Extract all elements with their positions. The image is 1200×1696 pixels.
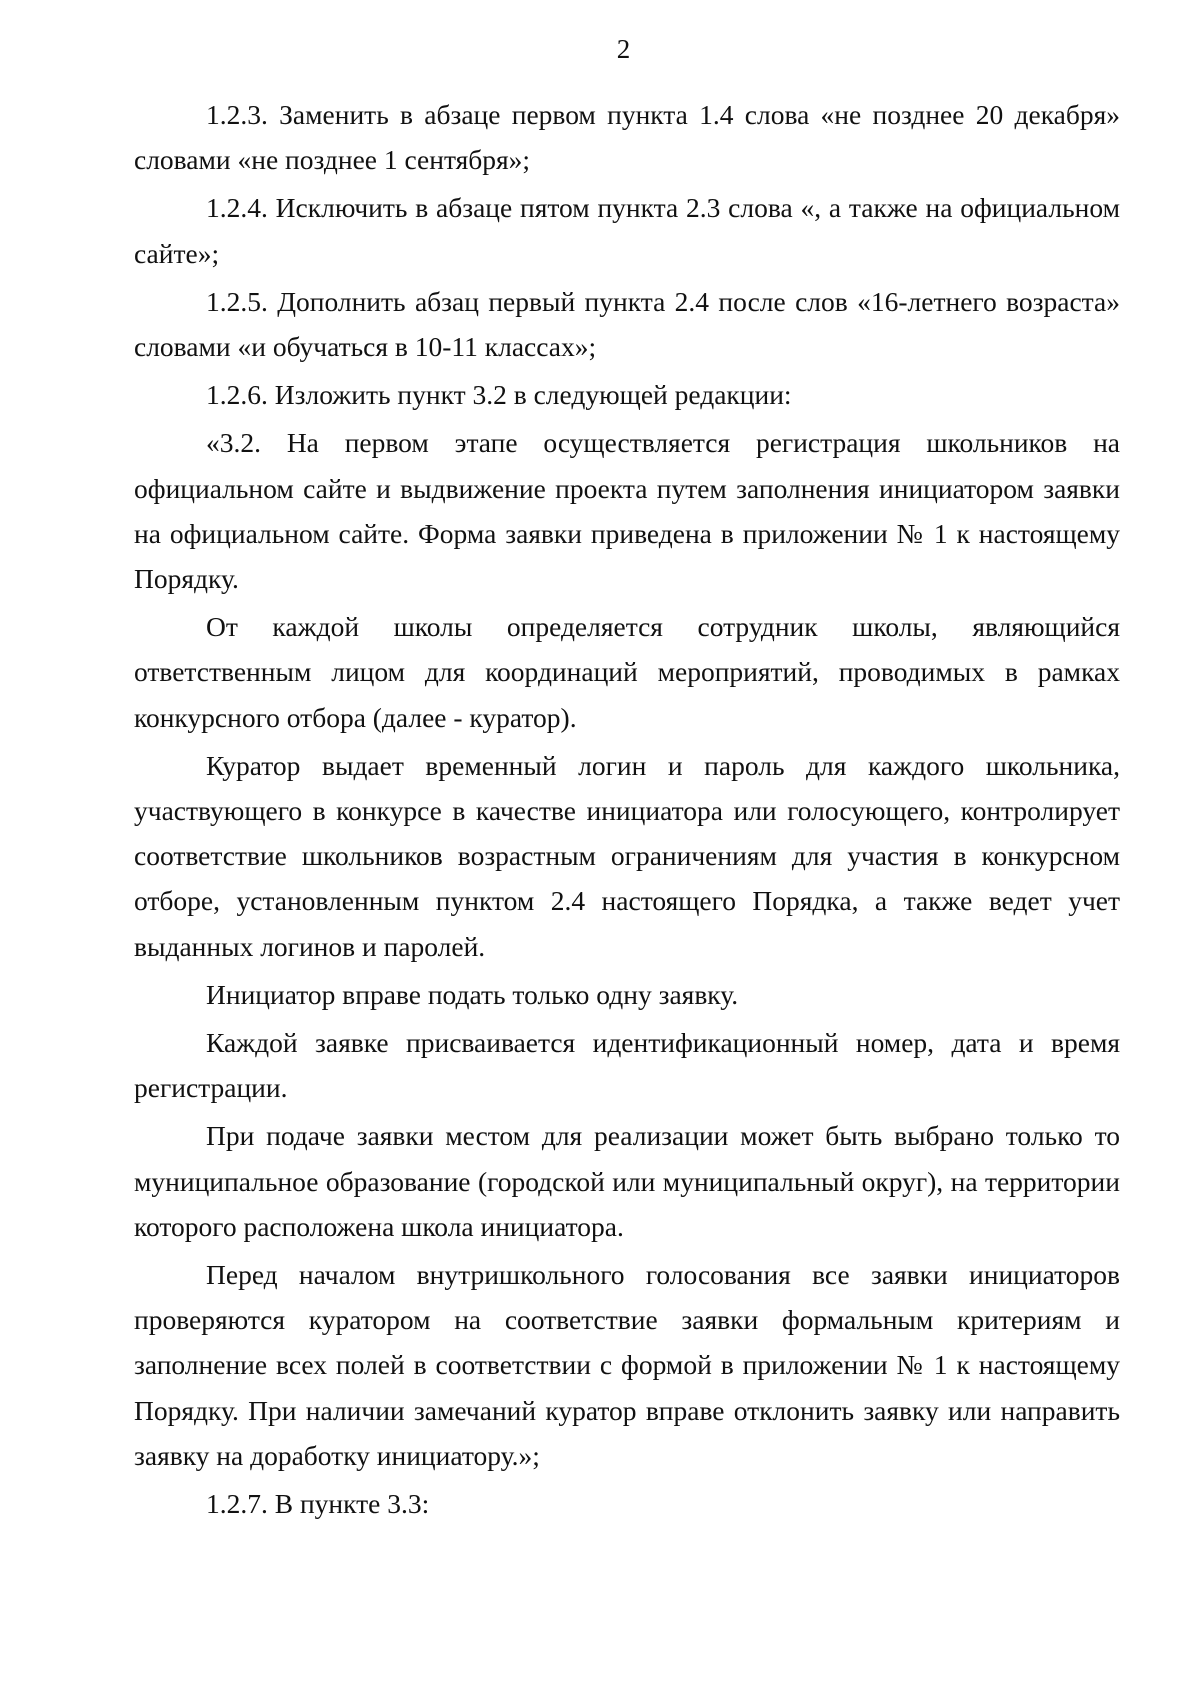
paragraph-school-curator: От каждой школы определяется сотрудник школы, являющийся ответственным лицом для координаций мероприятий, проводимых в рамках конкурсного отбора (далее - куратор). <box>134 611 1120 733</box>
paragraph-one-application: Инициатор вправе подать только одну заявку. <box>206 978 739 1010</box>
paragraph-implementation-place: При подаче заявки местом для реализации может быть выбрано только то муниципальное образование (городской или муниципальный округ), на территории которого расположена школа инициатора. <box>134 1120 1120 1242</box>
document-body <box>134 92 1120 1529</box>
paragraph-1-2-5: 1.2.5. Дополнить абзац первый пункта 2.4 после слов «16-летнего возраста» словами «и обучаться в 10-11 классах»; <box>134 285 1120 363</box>
paragraph-1-2-6: 1.2.6. Изложить пункт 3.2 в следующей редакции: <box>206 379 792 411</box>
paragraph-3-2-first-stage: «3.2. На первом этапе осуществляется регистрация школьников на официальном сайте и выдвижение проекта путем заполнения инициатором заявки на официальном сайте. Форма заявки приведена в приложении № 1 к настоящему Порядку. <box>134 427 1120 595</box>
paragraph-curator-duties: Куратор выдает временный логин и пароль для каждого школьника, участвующего в конкурсе в качестве инициатора или голосующего, контролирует соответствие школьников возрастным ограничениям для участия в конкурсном отборе, установленным пунктом 2.4 настоящего Порядка, а также ведет учет выданных логинов и паролей. <box>134 749 1120 962</box>
paragraph-application-registration: Каждой заявке присваивается идентификационный номер, дата и время регистрации. <box>134 1027 1120 1104</box>
paragraph-1-2-7: 1.2.7. В пункте 3.3: <box>206 1488 430 1520</box>
paragraph-application-check: Перед началом внутришкольного голосования все заявки инициаторов проверяются куратором на соответствие заявки формальным критериям и заполнение всех полей в соответствии с формой в приложении № 1 к настоящему Порядку. При наличии замечаний куратор вправе отклонить заявку или направить заявку на доработку инициатору.»; <box>134 1259 1120 1471</box>
paragraph-1-2-3: 1.2.3. Заменить в абзаце первом пункта 1.4 слова «не позднее 20 декабря» словами «не позднее 1 сентября»; <box>134 99 1120 176</box>
page-number: 2 <box>616 34 631 64</box>
paragraph-1-2-4: 1.2.4. Исключить в абзаце пятом пункта 2.3 слова «, а также на официальном сайте»; <box>134 192 1120 269</box>
